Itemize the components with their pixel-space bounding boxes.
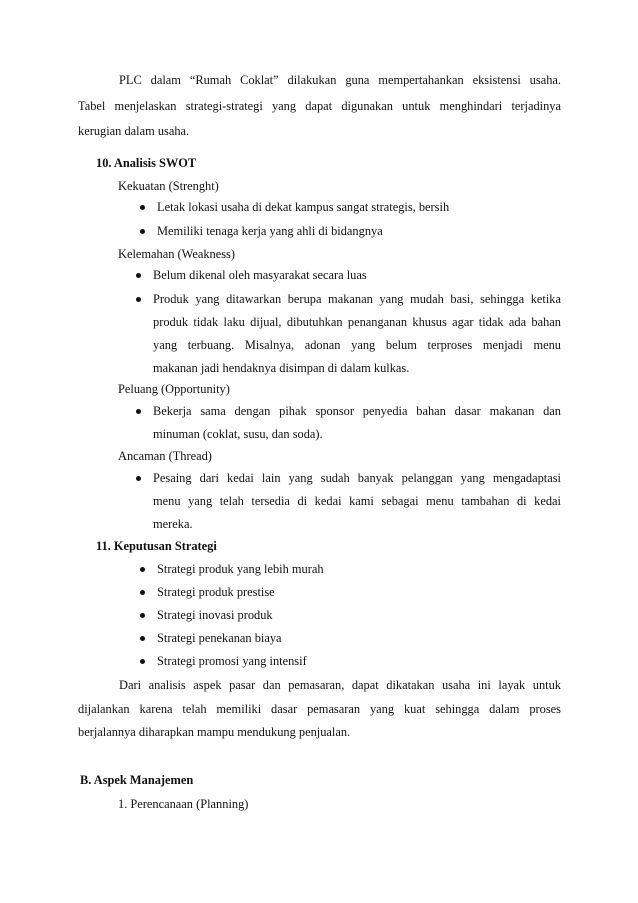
bullet-icon [140,590,145,595]
conclusion-line-1: Dari analisis aspek pasar dan pemasaran, dapat dikatakan usaha ini layak untuk [119,678,561,692]
weakness-label: Kelemahan (Weakness) [118,247,236,261]
bullet-icon [140,229,145,234]
opportunity-line-1: Bekerja sama dengan pihak sponsor penyedia bahan dasar makanan dan [153,404,561,418]
intro-line-2: Tabel menjelaskan strategi-strategi yang dapat digunakan untuk menghindari terjadinya [78,99,561,113]
threat-line-2: menu yang telah tersedia di kedai kami sebagai menu tambahan di kedai [153,494,561,508]
weakness-item-2-line-4: makanan jadi hendaknya disimpan di dalam kulkas. [153,361,410,375]
weakness-item-2-line-3: yang terbuang. Misalnya, adonan yang belum terproses menjadi menu [153,338,561,352]
intro-line-1: PLC dalam “Rumah Coklat” dilakukan guna mempertahankan eksistensi usaha. [119,73,561,87]
conclusion-line-3: berjalannya diharapkan mampu mendukung penjualan. [78,725,351,739]
threat-line-1: Pesaing dari kedai lain yang sudah banyak pelanggan yang mengadaptasi [153,471,561,485]
intro-line-3: kerugian dalam usaha. [78,124,190,138]
bullet-icon [140,613,145,618]
threat-line-3: mereka. [153,517,193,531]
bullet-icon [136,297,141,302]
threat-label: Ancaman (Thread) [118,449,212,463]
strategy-heading: 11. Keputusan Strategi [96,539,217,553]
weakness-item-1: Belum dikenal oleh masyarakat secara luas [153,268,367,282]
management-heading: B. Aspek Manajemen [80,773,194,787]
bullet-icon [140,636,145,641]
conclusion-line-2: dijalankan karena telah memiliki dasar pemasaran yang kuat sehingga dalam proses [78,702,561,716]
strength-item-2: Memiliki tenaga kerja yang ahli di bidangnya [157,224,383,238]
strategy-item-1: Strategi produk yang lebih murah [157,562,324,576]
bullet-icon [136,409,141,414]
weakness-item-2-line-1: Produk yang ditawarkan berupa makanan yang mudah basi, sehingga ketika [153,292,561,306]
bullet-icon [140,567,145,572]
strategy-item-5: Strategi promosi yang intensif [157,654,307,668]
bullet-icon [136,476,141,481]
bullet-icon [140,205,145,210]
strategy-item-2: Strategi produk prestise [157,585,275,599]
management-item-1: 1. Perencanaan (Planning) [118,797,249,811]
weakness-item-2-line-2: produk tidak laku dijual, dibutuhkan penanganan khusus agar tidak ada bahan [153,315,561,329]
opportunity-label: Peluang (Opportunity) [118,382,230,396]
strategy-item-3: Strategi inovasi produk [157,608,273,622]
strength-item-1: Letak lokasi usaha di dekat kampus sangat strategis, bersih [157,200,450,214]
swot-heading: 10. Analisis SWOT [96,156,197,170]
opportunity-line-2: minuman (coklat, susu, dan soda). [153,427,323,441]
strategy-item-4: Strategi penekanan biaya [157,631,282,645]
strength-label: Kekuatan (Strenght) [118,179,219,193]
bullet-icon [140,659,145,664]
bullet-icon [136,273,141,278]
